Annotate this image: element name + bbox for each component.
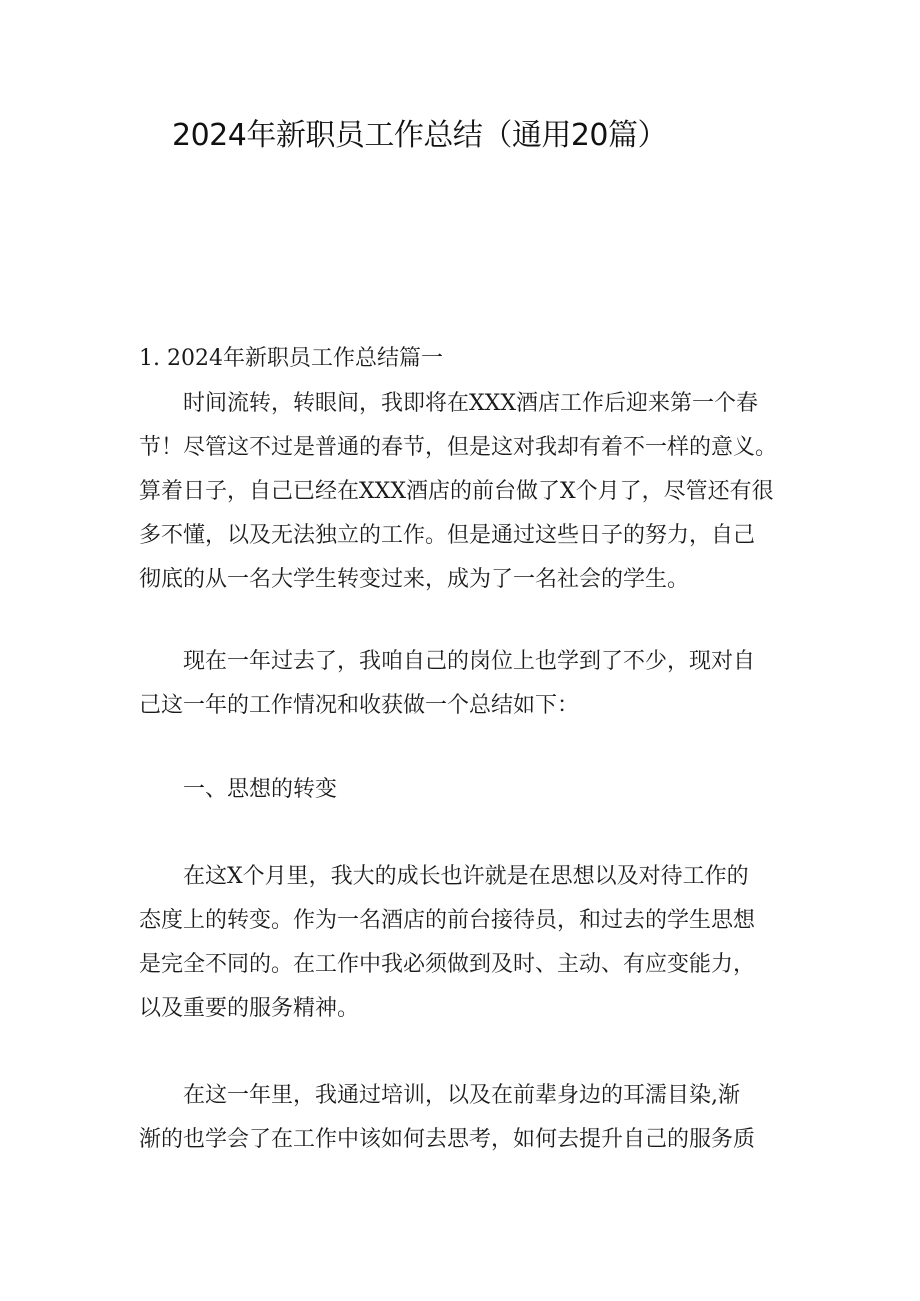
paragraph-line: 在这X个月里，我大的成长也许就是在思想以及对待工作的 bbox=[183, 864, 749, 889]
paragraph-3 bbox=[139, 855, 789, 1031]
section-heading: 1. 2024年新职员工作总结篇一 bbox=[139, 346, 443, 371]
paragraph-line: 态度上的转变。作为一名酒店的前台接待员，和过去的学生思想 bbox=[139, 908, 756, 933]
paragraph-1 bbox=[139, 382, 789, 602]
paragraph-line: 算着日子，自己已经在XXX酒店的前台做了X个月了，尽管还有很 bbox=[139, 479, 774, 504]
sub-heading-text: 一、思想的转变 bbox=[183, 777, 338, 802]
paragraph-2 bbox=[139, 640, 789, 728]
paragraph-line: 以及重要的服务精神。 bbox=[139, 996, 360, 1021]
sub-heading-thought-change bbox=[139, 768, 789, 812]
paragraph-line: 己这一年的工作情况和收获做一个总结如下： bbox=[139, 693, 580, 718]
paragraph-line: 现在一年过去了，我咱自己的岗位上也学到了不少，现对自 bbox=[183, 649, 756, 674]
document-title: 2024年新职员工作总结（通用20篇） bbox=[172, 118, 668, 153]
paragraph-line: 渐的也学会了在工作中该如何去思考，如何去提升自己的服务质 bbox=[139, 1127, 756, 1152]
paragraph-line: 是完全不同的。在工作中我必须做到及时、主动、有应变能力， bbox=[139, 952, 756, 977]
paragraph-line: 多不懂，以及无法独立的工作。但是通过这些日子的努力，自己 bbox=[139, 523, 756, 548]
paragraph-line: 在这一年里，我通过培训，以及在前辈身边的耳濡目染,渐 bbox=[183, 1083, 740, 1108]
paragraph-4 bbox=[139, 1074, 789, 1162]
paragraph-line: 彻底的从一名大学生转变过来，成为了一名社会的学生。 bbox=[139, 567, 690, 592]
paragraph-line: 节！尽管这不过是普通的春节，但是这对我却有着不一样的意义。 bbox=[139, 435, 778, 460]
paragraph-line: 时间流转，转眼间，我即将在XXX酒店工作后迎来第一个春 bbox=[183, 391, 758, 416]
